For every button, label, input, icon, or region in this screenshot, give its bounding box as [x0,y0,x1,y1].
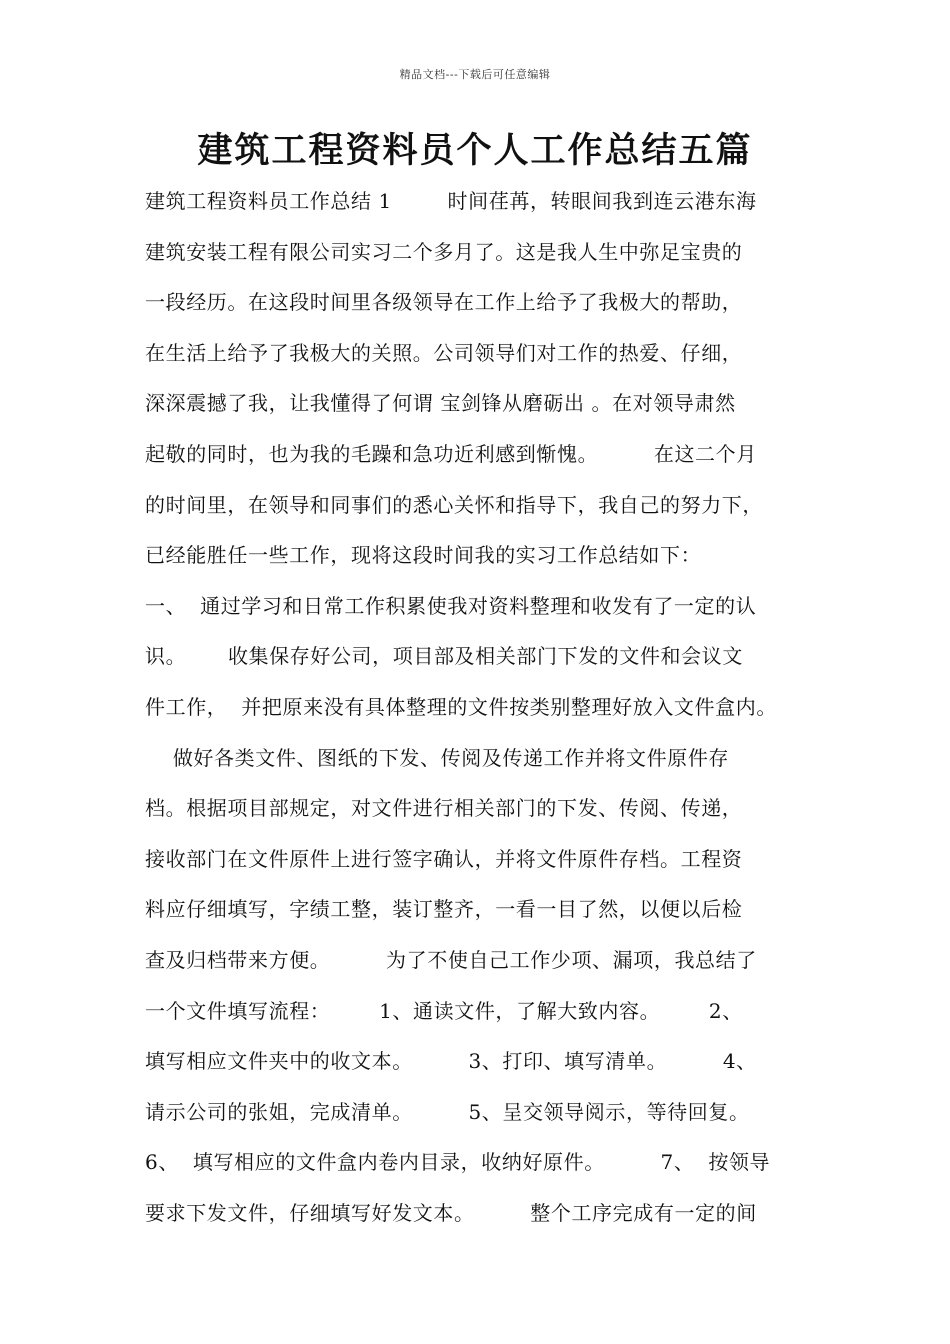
document-body [145,176,835,1238]
body-line: 一、 通过学习和日常工作积累使我对资料整理和收发有了一定的认 [145,593,757,618]
document-header-note: 精品文档---下载后可任意编辑 [399,68,551,81]
body-line: 料应仔细填写，字绩工整，装订整齐，一看一目了然，以便以后检 [145,897,743,922]
body-line: 建筑工程资料员工作总结 1 时间荏苒，转眼间我到连云港东海 [145,189,757,213]
body-line: 6、 填写相应的文件盒内卷内目录，收纳好原件。 7、 按领导 [145,1150,771,1175]
body-line: 深深震撼了我，让我懂得了何谓 宝剑锋从磨砺出 。在对领导肃然 [145,391,736,416]
body-line: 一段经历。在这段时间里各级领导在工作上给予了我极大的帮助， [145,290,743,315]
body-line: 查及归档带来方便。 为了不使自己工作少项、漏项，我总结了 [145,947,757,972]
body-line: 已经能胜任一些工作，现将这段时间我的实习工作总结如下： [145,543,702,568]
body-line: 在生活上给予了我极大的关照。公司领导们对工作的热爱、仔细， [145,340,743,365]
body-line: 要求下发文件，仔细填写好发文本。 整个工序完成有一定的间 [145,1200,757,1225]
body-line: 请示公司的张姐，完成清单。 5、呈交领导阅示，等待回复。 [145,1099,750,1124]
document-title: 建筑工程资料员个人工作总结五篇 [197,130,753,171]
body-line: 做好各类文件、图纸的下发、传阅及传递工作并将文件原件存 [145,745,730,770]
body-line: 档。根据项目部规定，对文件进行相关部门的下发、传阅、传递， [145,796,743,821]
body-line: 一个文件填写流程： 1、通读文件，了解大致内容。 2、 [145,998,743,1023]
body-line: 建筑安装工程有限公司实习二个多月了。这是我人生中弥足宝贵的 [145,239,743,264]
body-line: 接收部门在文件原件上进行签字确认，并将文件原件存档。工程资 [145,846,743,871]
body-line: 填写相应文件夹中的收文本。 3、打印、填写清单。 4、 [145,1049,757,1074]
body-line: 的时间里，在领导和同事们的悉心关怀和指导下，我自己的努力下， [145,492,763,517]
body-line: 识。 收集保存好公司，项目部及相关部门下发的文件和会议文 [145,644,743,669]
body-line: 件工作， 并把原来没有具体整理的文件按类别整理好放入文件盒内。 [145,694,777,719]
body-line: 起敬的同时，也为我的毛躁和急功近利感到惭愧。 在这二个月 [145,441,757,466]
